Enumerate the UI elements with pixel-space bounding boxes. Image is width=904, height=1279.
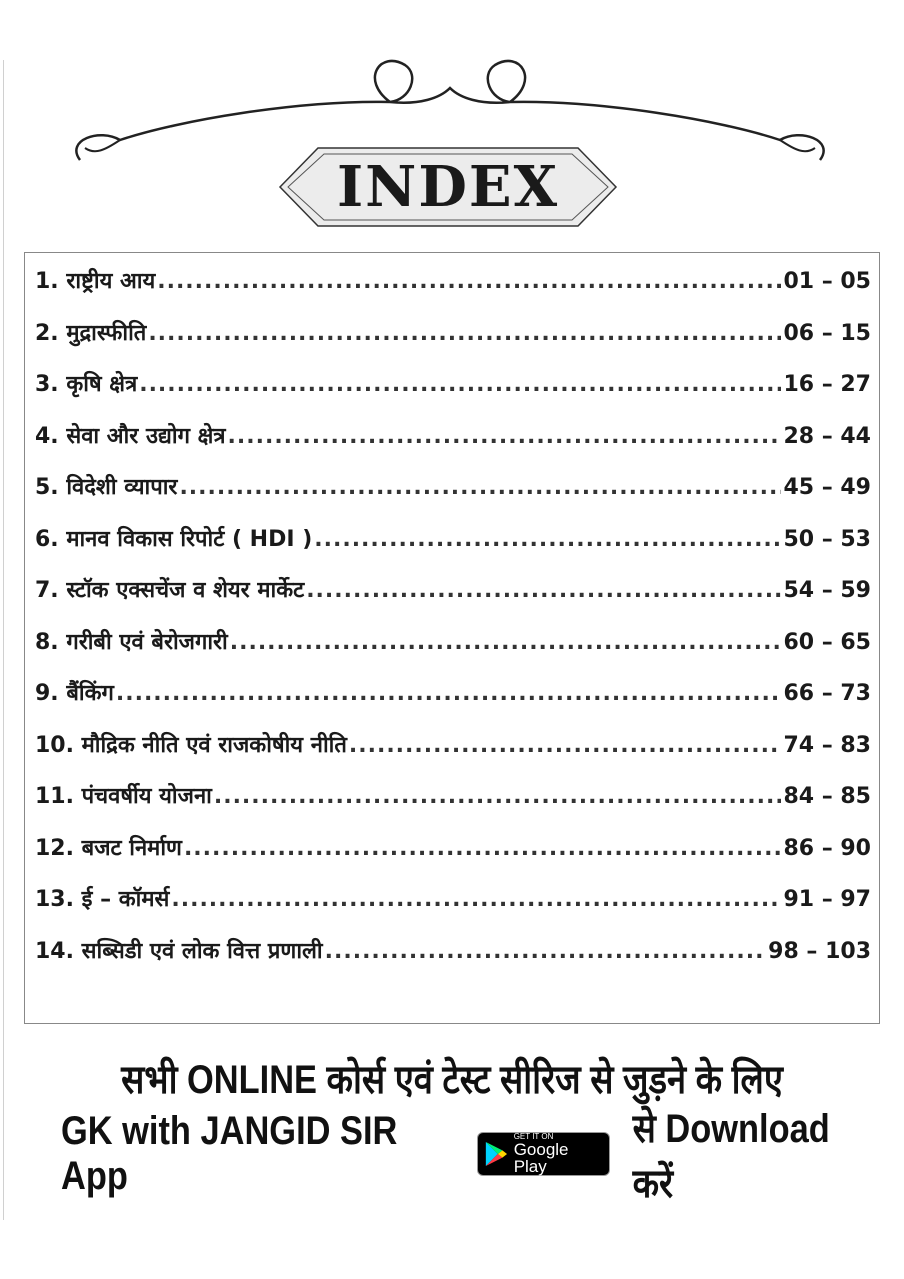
play-store-icon (484, 1140, 508, 1168)
toc-entry (35, 883, 871, 935)
toc-entry-title: 11. पंचवर्षीय योजना (35, 784, 212, 809)
toc-leader-dots (184, 836, 782, 861)
toc-leader-dots (314, 527, 781, 552)
toc-leader-dots (139, 372, 781, 397)
toc-entry (35, 729, 871, 781)
toc-entry-title: 13. ई – कॉमर्स (35, 887, 170, 912)
toc-entry-title: 4. सेवा और उद्योग क्षेत्र (35, 423, 226, 449)
page-title: INDEX (336, 154, 560, 220)
toc-entry-pages: 66 – 73 (783, 681, 871, 706)
page-edge-line (3, 60, 4, 1220)
toc-leader-dots (325, 939, 767, 964)
badge-big-text: Google Play (513, 1140, 569, 1176)
toc-entry-title: 8. गरीबी एवं बेरोजगारी (35, 629, 228, 655)
toc-list (35, 265, 871, 986)
toc-leader-dots (148, 321, 781, 346)
toc-entry (35, 523, 871, 575)
toc-entry-pages: 16 – 27 (783, 372, 871, 397)
toc-entry-pages: 50 – 53 (783, 526, 871, 552)
toc-entry-pages: 86 – 90 (783, 835, 871, 861)
toc-leader-dots (179, 475, 781, 500)
toc-entry-pages: 98 – 103 (768, 938, 871, 964)
toc-entry (35, 677, 871, 729)
toc-entry-pages: 74 – 83 (783, 732, 871, 758)
toc-entry-pages: 60 – 65 (783, 629, 871, 655)
promo-text-line2 (30, 1107, 880, 1206)
toc-entry-title: 12. बजट निर्माण (35, 835, 182, 861)
toc-entry (35, 626, 871, 678)
promo-text-line1: सभी ONLINE कोर्स एवं टेस्ट सीरिज से जुड़ने के लिए (121, 1058, 783, 1102)
toc-entry (35, 471, 871, 523)
toc-leader-dots (228, 424, 782, 449)
toc-entry (35, 832, 871, 884)
toc-entry-title: 5. विदेशी व्यापार (35, 475, 178, 500)
toc-entry-title: 10. मौद्रिक नीति एवं राजकोषीय नीति (35, 732, 347, 758)
toc-entry-title: 3. कृषि क्षेत्र (35, 372, 138, 397)
badge-small-text: GET IT ON (513, 1132, 554, 1141)
toc-entry-pages: 54 – 59 (783, 578, 871, 603)
toc-entry-pages: 91 – 97 (783, 887, 871, 912)
toc-entry (35, 935, 871, 987)
toc-leader-dots (214, 784, 782, 809)
toc-entry-title: 6. मानव विकास रिपोर्ट ( HDI ) (35, 526, 313, 552)
toc-entry (35, 317, 871, 369)
toc-entry-pages: 45 – 49 (783, 475, 871, 500)
download-text: से Download करें (632, 1107, 830, 1206)
google-play-badge[interactable] (477, 1132, 610, 1176)
toc-entry (35, 780, 871, 832)
toc-entry (35, 265, 871, 317)
toc-leader-dots (157, 269, 781, 294)
toc-entry (35, 420, 871, 472)
toc-leader-dots (116, 681, 782, 706)
toc-leader-dots (349, 733, 782, 758)
toc-entry-title: 7. स्टॉक एक्सचेंज व शेयर मार्केट (35, 578, 305, 603)
toc-entry-pages: 01 – 05 (783, 269, 871, 294)
app-name-text: GK with JANGID SIR App (60, 1109, 398, 1198)
toc-leader-dots (230, 630, 782, 655)
toc-entry-pages: 84 – 85 (783, 784, 871, 809)
toc-entry-title: 9. बैंकिंग (35, 681, 114, 706)
toc-leader-dots (171, 887, 781, 912)
toc-entry-title: 14. सब्सिडी एवं लोक वित्त प्रणाली (35, 938, 323, 964)
toc-entry-title: 1. राष्ट्रीय आय (35, 269, 156, 294)
toc-leader-dots (306, 578, 781, 603)
toc-entry (35, 574, 871, 626)
toc-entry (35, 368, 871, 420)
toc-entry-pages: 06 – 15 (783, 320, 871, 346)
toc-entry-pages: 28 – 44 (783, 423, 871, 449)
toc-entry-title: 2. मुद्रास्फीति (35, 320, 147, 346)
table-of-contents (24, 252, 880, 1024)
